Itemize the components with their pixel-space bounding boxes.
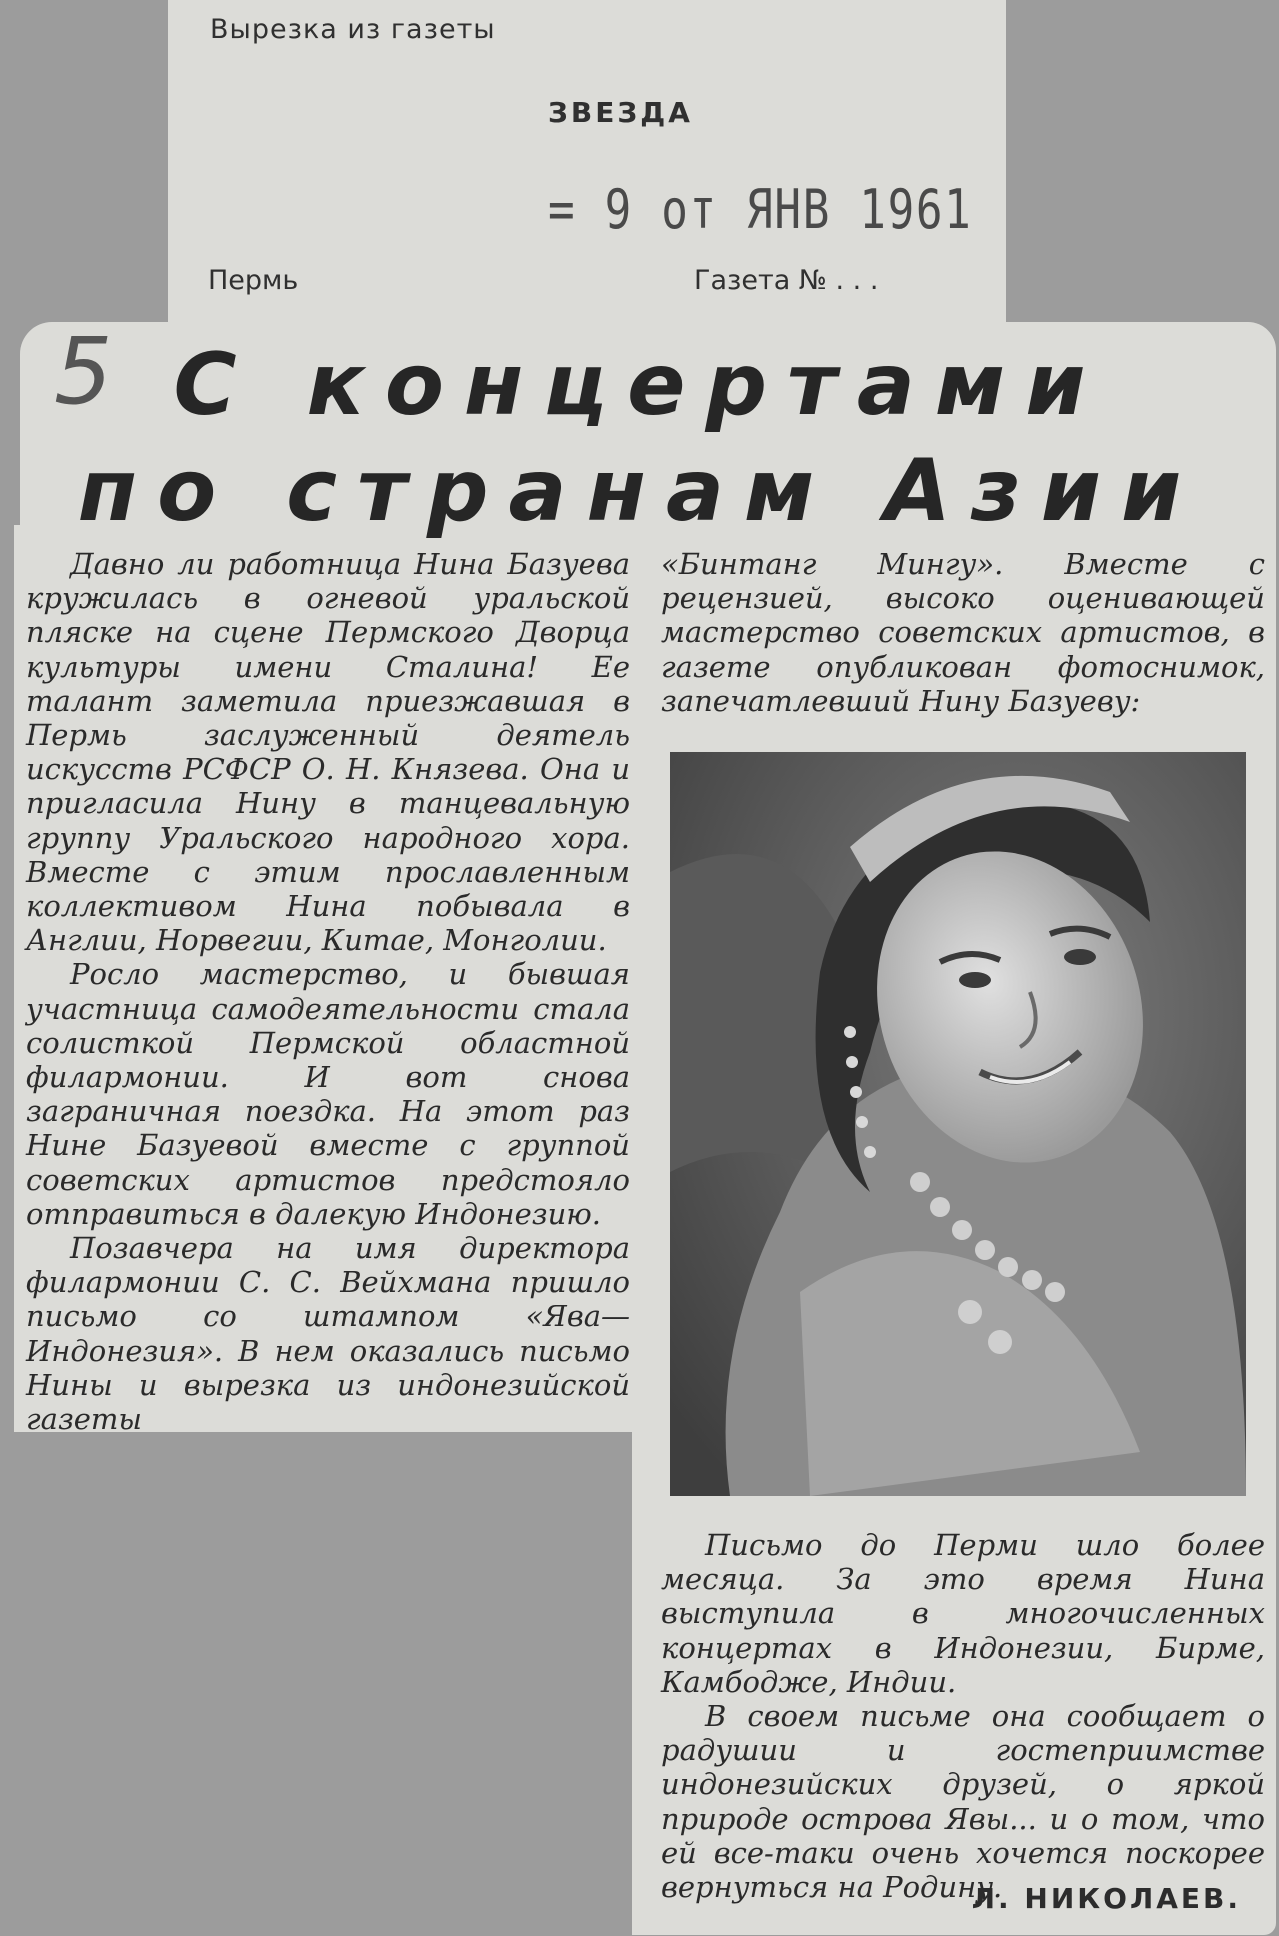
paragraph: Давно ли работница Нина Базуева кружилась в огневой уральской пляске на сцене Пермского Дворца культуры имени Сталина! Ее талант заметила приезжавшая в Пермь заслуженный деятель искусств РСФСР О. Н. Князева. Она и пригласила Нину в танцевальную группу Уральского народного хора. Вместе с этим прославленным коллективом Нина побывала в Англии, Норвегии, Китае, Монголии. [26, 547, 630, 958]
clipping-label: Вырезка из газеты [210, 14, 496, 45]
article-left-column [26, 547, 630, 1436]
paragraph: Позавчера на имя директора филармонии С. С. Вейхмана пришло письмо со штампом «Ява—Индонезия». В нем оказались письмо Нины и вырезка из индонезийской газеты [26, 1231, 630, 1437]
newspaper-name: ЗВЕЗДА [548, 96, 693, 129]
handwritten-number: 5 [54, 318, 113, 425]
author-signature: Л. НИКОЛАЕВ. [971, 1882, 1241, 1915]
headline-line-2: по странам Азии [77, 441, 1202, 541]
date-stamp: = 9 от ЯНВ 1961 [548, 178, 973, 241]
article-right-column-top [661, 547, 1265, 718]
paragraph: Росло мастерство, и бывшая участница самодеятельности стала солисткой Пермской областной филармонии. И вот снова заграничная поездка. На этот раз Нине Базуевой вместе с группой советских артистов предстояло отправиться в далекую Индонезию. [26, 957, 630, 1231]
paragraph: «Бинтанг Мингу». Вместе с рецензией, высоко оценивающей мастерство советских артистов, в газете опубликован фотоснимок, запечатлевший Нину Базуеву: [661, 547, 1265, 718]
headline-line-1: С концертами [173, 335, 1106, 435]
paragraph: В своем письме она сообщает о радушии и гостеприимстве индонезийских друзей, о яркой природе острова Явы... и о том, что ей все-таки очень хочется поскорее вернуться на Родину. [661, 1699, 1265, 1905]
portrait-image [670, 752, 1246, 1496]
dancer-photo [670, 752, 1246, 1496]
city-label: Пермь [208, 265, 299, 296]
issue-label: Газета № . . . [694, 265, 879, 296]
paragraph: Письмо до Перми шло более месяца. За это время Нина выступила в многочисленных концертах в Индонезии, Бирме, Камбодже, Индии. [661, 1528, 1265, 1699]
article-right-column-bottom [661, 1528, 1265, 1904]
